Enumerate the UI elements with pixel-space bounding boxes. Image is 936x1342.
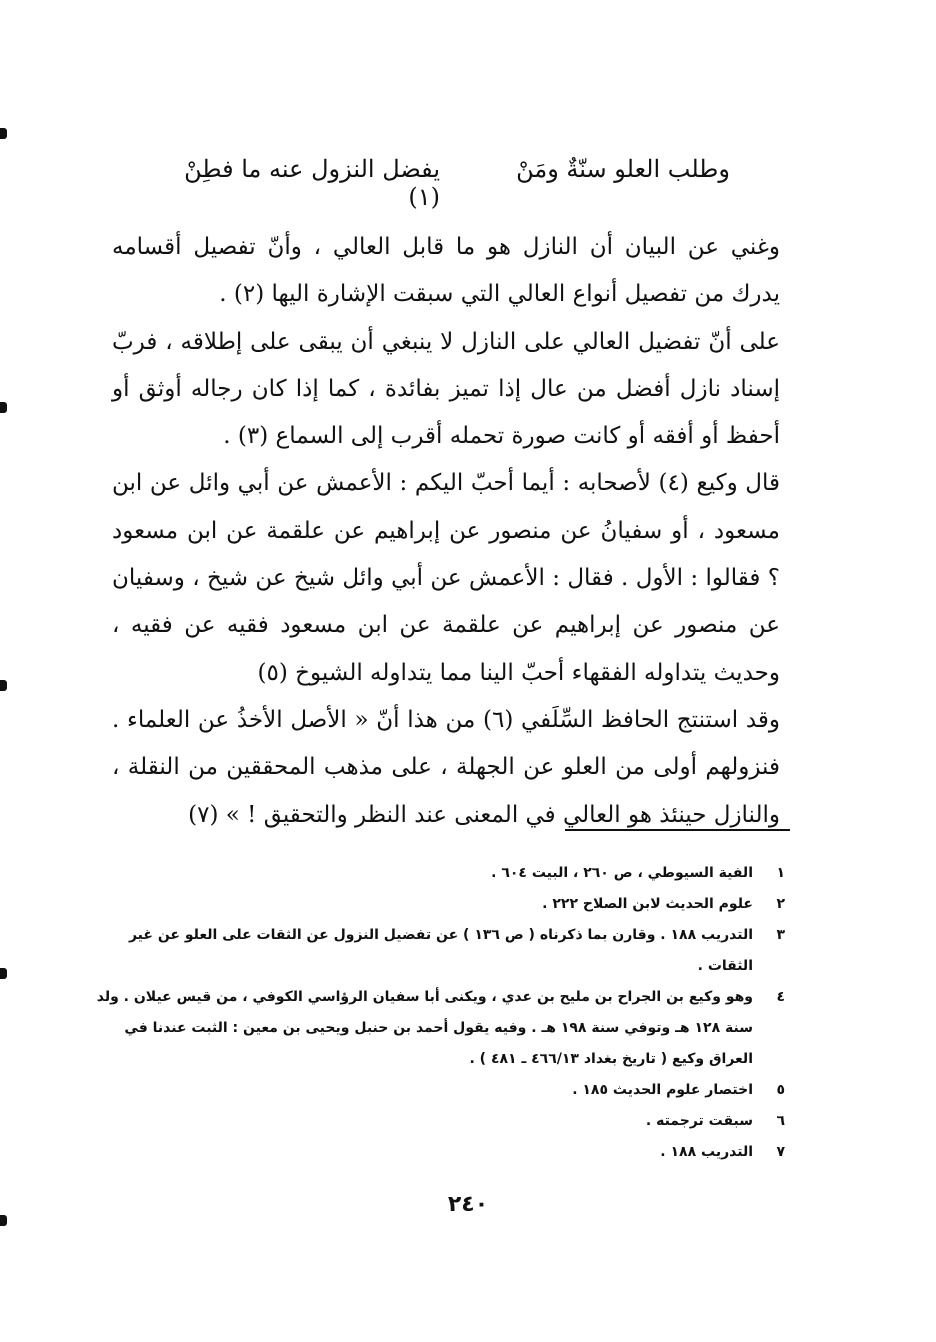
footnote-number: ٣ (776, 927, 785, 943)
body-text (112, 224, 780, 839)
footnote-number: ٥ (776, 1082, 785, 1098)
paragraph: على أنّ تفضيل العالي على النازل لا ينبغي أن يبقى على إطلاقه ، فربّ إسناد نازل أفضل من عال إذا تميز بفائدة ، كما إذا كان رجاله أوثق أو أحفظ أو أفقه أو كانت صورة تحمله أقرب إلى السماع (٣) . (112, 328, 780, 450)
footnote (95, 920, 785, 982)
footnote-text: وهو وكيع بن الجراح بن مليح بن عدي ، ويكنى أبا سفيان الرؤاسي الكوفي ، من قيس عيلان . ولد سنة ١٢٨ هـ وتوفي سنة ١٩٨ هـ . وفيه يقول أحمد بن حنبل ويحيى بن معين : الثبت عندنا في العراق وكيع ( تاريخ بغداد ٤٦٦/١٣ ـ ٤٨١ ) . (96, 989, 753, 1067)
footnote (95, 1137, 785, 1168)
scan-edge-mark (0, 680, 7, 691)
paragraph: وغني عن البيان أن النازل هو ما قابل العالي ، وأنّ تفصيل أقسامه يدرك من تفصيل أنواع العالي التي سبقت الإشارة اليها (٢) . (112, 234, 780, 308)
footnote-number: ٤ (776, 989, 785, 1005)
footnote-text: علوم الحديث لابن الصلاح ٢٢٢ . (542, 896, 753, 912)
footnote-text: اختصار علوم الحديث ١٨٥ . (572, 1082, 753, 1098)
footnote-text: التدريب ١٨٨ . وقارن بما ذكرناه ( ص ١٣٦ ) عن تفضيل النزول عن الثقات على العلو عن غير الثقات . (128, 927, 753, 974)
paragraph: قال وكيع (٤) لأصحابه : أيما أحبّ اليكم : الأعمش عن أبي وائل عن ابن مسعود ، أو سفيانُ عن منصور عن إبراهيم عن علقمة عن ابن مسعود ؟ فقالوا : الأول . فقال : الأعمش عن أبي وائل شيخ عن شيخ ، وسفيان عن منصور عن إبراهيم عن علقمة عن ابن مسعود فقيه عن فقيه ، وحديث يتداوله الفقهاء أحبّ الينا مما يتداوله الشيوخ (٥) (112, 470, 781, 686)
footnote-text: سبقت ترجمته . (645, 1113, 753, 1129)
footnote-text: التدريب ١٨٨ . (660, 1144, 753, 1160)
verse-hemistich-first: وطلب العلو سنّةٌ ومَنْ (516, 155, 730, 183)
footnote (95, 1106, 785, 1137)
footnotes-list (95, 858, 785, 1168)
scan-edge-mark (0, 968, 7, 979)
verse-hemistich-second: يفضل النزول عنه ما فطِنْ (١) (184, 155, 440, 211)
footnote (95, 889, 785, 920)
footnote (95, 1075, 785, 1106)
scan-edge-mark (0, 128, 7, 139)
footnote-number: ٧ (776, 1144, 785, 1160)
footnote-number: ١ (776, 865, 785, 881)
footnote-text: الفية السيوطي ، ص ٢٦٠ ، البيت ٦٠٤ . (491, 865, 753, 881)
footnote (95, 982, 785, 1075)
poetry-verse (160, 155, 730, 211)
footnote-number: ٦ (776, 1113, 785, 1129)
footnote (95, 858, 785, 889)
paragraph: وقد استنتج الحافظ السِّلَفي (٦) من هذا أنّ « الأصل الأخذُ عن العلماء . فنزولهم أولى من العلو عن الجهلة ، على مذهب المحققين من النقلة ، والنازل حينئذ هو العالي في المعنى عند النظر والتحقيق ! » (٧) (112, 706, 780, 828)
scan-edge-mark (0, 402, 7, 413)
footnote-number: ٢ (776, 896, 785, 912)
page-number: ٢٤٠ (447, 1192, 489, 1217)
footnote-separator (565, 829, 790, 831)
